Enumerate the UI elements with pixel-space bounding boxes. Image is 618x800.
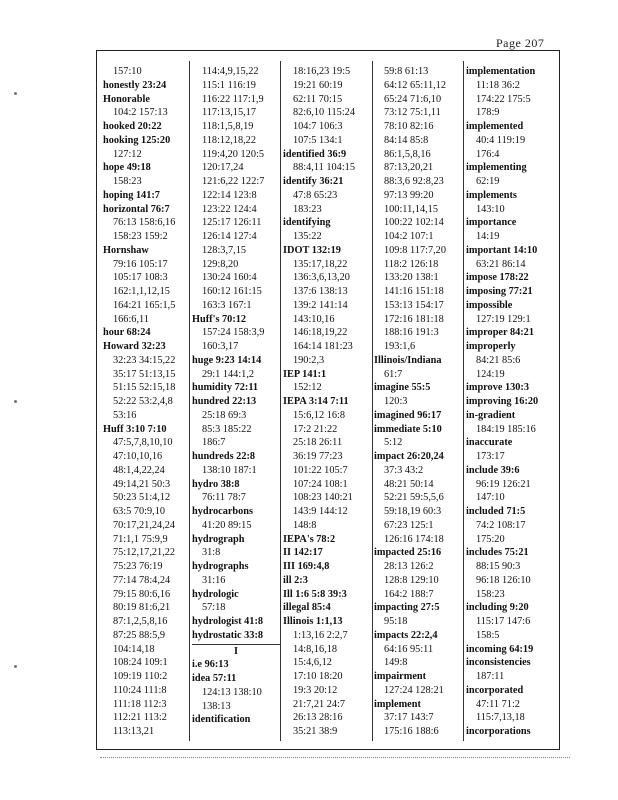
page-reference: 5:12	[384, 437, 403, 449]
page-reference: 136:3,6,13,20	[293, 272, 350, 284]
page-reference: 117:13,15,17	[202, 107, 256, 119]
index-term: IDOT 132:19	[283, 244, 341, 256]
page-reference: 47:10,10,16	[113, 451, 163, 462]
index-term: imposing 77:21	[466, 286, 533, 297]
index-term: imagined 96:17	[374, 409, 442, 421]
page-reference: 130:24 160:4	[202, 272, 257, 284]
page-reference: 75:23 76:19	[113, 561, 163, 572]
index-term: important 14:10	[466, 244, 538, 256]
page-reference: 147:10	[476, 492, 505, 504]
page-reference: 158:23	[113, 176, 142, 187]
page-reference: 183:23	[293, 203, 322, 215]
page-reference: 47:11 71:2	[476, 698, 520, 710]
page-reference: 104:2 157:13	[113, 107, 168, 119]
page-reference: 135:17,18,22	[293, 258, 348, 270]
index-term: includes 75:21	[466, 547, 529, 559]
page-reference: 125:17 126:11	[202, 217, 262, 229]
index-term: Huff 3:10 7:10	[103, 423, 167, 435]
page-reference: 79:16 105:17	[113, 258, 168, 270]
page-reference: 17:10 18:20	[293, 671, 343, 682]
page-reference: 19:21 60:19	[293, 79, 343, 91]
page-reference: 59:8 61:13	[384, 66, 429, 77]
column-divider	[372, 61, 373, 741]
page-reference: 122:14 123:8	[202, 189, 257, 201]
page-reference: 115:1 116:19	[202, 79, 256, 91]
page-reference: 146:18,19,22	[293, 327, 348, 339]
index-term: hydrographs	[192, 561, 249, 572]
index-term: importance	[466, 217, 517, 229]
index-term: impact 26:20,24	[374, 451, 444, 462]
index-term: Huff's 70:12	[192, 313, 247, 325]
column-divider	[189, 61, 190, 741]
index-term: horizontal 76:7	[103, 203, 170, 215]
page-reference: 84:14 85:8	[384, 134, 429, 146]
index-term: impose 178:22	[466, 272, 529, 284]
page-reference: 35:21 38:9	[293, 726, 338, 737]
page-reference: 19:3 20:12	[293, 684, 338, 696]
page-reference: 111:18 112:3	[113, 698, 167, 710]
index-term: implements	[466, 189, 517, 201]
index-term: implemented	[466, 121, 524, 132]
index-term: identifying	[283, 217, 331, 229]
page-reference: 126:16 174:18	[384, 533, 444, 545]
index-column-4	[374, 65, 462, 741]
index-term: IEPA 3:14 7:11	[283, 396, 349, 407]
page-reference: 121:6,22 122:7	[202, 176, 265, 187]
index-term: III 169:4,8	[283, 561, 330, 572]
scan-speck	[14, 92, 17, 95]
page-reference: 160:12 161:15	[202, 286, 262, 297]
index-term: honestly 23:24	[103, 79, 167, 91]
index-term: included 71:5	[466, 506, 526, 517]
page-reference: 14:8,16,18	[293, 643, 338, 655]
page-reference: 135:22	[293, 231, 322, 242]
page-reference: 157:24 158:3,9	[202, 327, 265, 339]
page-reference: 115:17 147:6	[476, 616, 531, 627]
index-term: hooked 20:22	[103, 121, 162, 132]
index-term: impacts 22:2,4	[374, 629, 438, 641]
page-reference: 79:15 80:6,16	[113, 588, 171, 600]
index-term: identified 36:9	[283, 148, 347, 160]
page-reference: 139:2 141:14	[293, 299, 348, 311]
index-term: huge 9:23 14:14	[192, 354, 262, 366]
index-term: implementing	[466, 162, 527, 174]
page-reference: 113:13,21	[113, 726, 155, 737]
index-term: hope 49:18	[103, 162, 151, 174]
page-reference: 1:13,16 2:2,7	[293, 629, 348, 641]
page-reference: 126:14 127:4	[202, 231, 257, 242]
page-reference: 74:2 108:17	[476, 519, 526, 531]
page-reference: 188:16 191:3	[384, 327, 439, 339]
page-reference: 84:21 85:6	[476, 354, 521, 366]
page-reference: 51:15 52:15,18	[113, 382, 176, 394]
page-reference: 65:24 71:6,10	[384, 93, 442, 105]
page-reference: 76:13 158:6,16	[113, 217, 176, 229]
page-reference: 118:1,5,8,19	[202, 121, 254, 132]
page-reference: 164:2 188:7	[384, 588, 434, 600]
index-term: incoming 64:19	[466, 643, 534, 655]
index-term: idea 57:11	[192, 673, 237, 684]
page-reference: 26:13 28:16	[293, 712, 343, 724]
page-reference: 172:16 181:18	[384, 313, 444, 325]
page-number: Page 207	[496, 36, 545, 50]
index-term: inaccurate	[466, 437, 513, 449]
page-reference: 62:11 70:15	[293, 93, 343, 105]
page-reference: 47:5,7,8,10,10	[113, 437, 173, 449]
index-term: humidity 72:11	[192, 382, 259, 394]
scan-speck	[14, 665, 17, 668]
page-reference: 157:10	[113, 66, 142, 77]
page-reference: 133:20 138:1	[384, 272, 439, 284]
page-reference: 85:3 185:22	[202, 423, 252, 435]
scan-speck	[14, 400, 17, 403]
index-term: II 142:17	[283, 547, 323, 559]
index-term: incorporations	[466, 726, 531, 737]
page-reference: 37:3 43:2	[384, 464, 424, 476]
index-term: hydrograph	[192, 533, 245, 545]
page-reference: 36:19 77:23	[293, 451, 343, 462]
page-reference: 119:4,20 120:5	[202, 148, 264, 160]
page-reference: 57:18	[202, 602, 226, 614]
page-reference: 108:23 140:21	[293, 492, 353, 504]
page-reference: 162:1,1,12,15	[113, 286, 170, 297]
page-reference: 109:8 117:7,20	[384, 244, 446, 256]
index-term: impairment	[374, 671, 427, 682]
page-reference: 87:1,2,5,8,16	[113, 616, 168, 627]
page-reference: 120:3	[384, 396, 408, 407]
page-reference: 110:24 111:8	[113, 684, 167, 696]
page-reference: 53:16	[113, 409, 137, 421]
index-column-2	[192, 65, 280, 741]
index-frame	[96, 50, 560, 750]
page-reference: 175:16 188:6	[384, 726, 439, 737]
index-term: in-gradient	[466, 409, 516, 421]
page-reference: 184:19 185:16	[476, 423, 536, 435]
index-term: Illinois/Indiana	[374, 354, 442, 366]
page-reference: 97:13 99:20	[384, 189, 434, 201]
page-reference: 124:19	[476, 368, 505, 380]
page-reference: 137:6 138:13	[293, 286, 348, 297]
page-reference: 100:11,14,15	[384, 203, 438, 215]
page-reference: 108:24 109:1	[113, 657, 168, 669]
page-reference: 71:1,1 75:9,9	[113, 533, 168, 545]
page-reference: 166:6,11	[113, 313, 149, 325]
index-term: hydro 38:8	[192, 478, 240, 490]
page-reference: 32:23 34:15,22	[113, 354, 176, 366]
page-reference: 21:7,21 24:7	[293, 698, 346, 710]
index-term: IEP 141:1	[283, 368, 327, 380]
column-divider	[463, 61, 464, 741]
index-term: Hornshaw	[103, 244, 149, 256]
page-reference: 95:18	[384, 616, 408, 627]
index-term: IEPA's 78:2	[283, 533, 336, 545]
page-reference: 107:24 108:1	[293, 478, 348, 490]
page-reference: 123:22 124:4	[202, 203, 257, 215]
page-reference: 25:18 69:3	[202, 409, 247, 421]
index-term: hundred 22:13	[192, 396, 257, 407]
index-term: impacting 27:5	[374, 602, 440, 614]
page-reference: 29:1 144:1,2	[202, 368, 255, 380]
page-reference: 87:13,20,21	[384, 162, 434, 174]
index-term: include 39:6	[466, 464, 520, 476]
page-reference: 15:6,12 16:8	[293, 409, 346, 421]
page-reference: 49:14,21 50:3	[113, 478, 171, 490]
page-reference: 78:10 82:16	[384, 121, 434, 132]
index-term: hooking 125:20	[103, 134, 171, 146]
page-reference: 48:1,4,22,24	[113, 464, 165, 476]
page-reference: 100:22 102:14	[384, 217, 444, 229]
page-reference: 18:16,23 19:5	[293, 66, 351, 77]
index-term: Honorable	[103, 93, 150, 105]
page-reference: 104:7 106:3	[293, 121, 343, 132]
page-reference: 64:16 95:11	[384, 643, 434, 655]
page-reference: 138:10 187:1	[202, 464, 257, 476]
index-term: hydrologic	[192, 588, 239, 600]
page-reference: 129:8,20	[202, 258, 239, 270]
index-term: Illinois 1:1,13	[283, 616, 343, 627]
page-reference: 50:23 51:4,12	[113, 492, 171, 504]
page-reference: 127:19 129:1	[476, 313, 531, 325]
index-term: Ill 1:6 5:8 39:3	[283, 588, 347, 600]
page-reference: 160:3,17	[202, 341, 239, 352]
page-reference: 61:7	[384, 368, 403, 380]
page-reference: 25:18 26:11	[293, 437, 343, 449]
index-term: inconsistencies	[466, 657, 531, 669]
page-reference: 105:17 108:3	[113, 272, 168, 284]
index-term: impossible	[466, 299, 513, 311]
page-reference: 47:8 65:23	[293, 189, 338, 201]
page-reference: 115:7,13,18	[476, 712, 525, 724]
page-reference: 153:13 154:17	[384, 299, 444, 311]
index-column-3	[283, 65, 371, 741]
page-reference: 173:17	[476, 451, 505, 462]
page-reference: 174:22 175:5	[476, 93, 531, 105]
page-reference: 52:22 53:2,4,8	[113, 396, 173, 407]
page-reference: 158:5	[476, 629, 500, 641]
index-term: hoping 141:7	[103, 189, 160, 201]
page-reference: 11:18 36:2	[476, 79, 520, 91]
page-reference: 88:4,11 104:15	[293, 162, 355, 174]
page-reference: 96:18 126:10	[476, 574, 531, 586]
page-reference: 187:11	[476, 671, 505, 682]
page-reference: 127:12	[113, 148, 142, 160]
page-reference: 114:4,9,15,22	[202, 66, 259, 77]
page-reference: 158:23 159:2	[113, 231, 168, 242]
index-column-5	[466, 65, 558, 741]
page-reference: 143:9 144:12	[293, 506, 348, 517]
page-reference: 127:24 128:21	[384, 684, 444, 696]
page-reference: 67:23 125:1	[384, 519, 434, 531]
index-term: i.e 96:13	[192, 659, 229, 671]
page-reference: 104:2 107:1	[384, 231, 434, 242]
index-term: ill 2:3	[283, 574, 308, 586]
page-reference: 88:3,6 92:8,23	[384, 176, 444, 187]
index-term: Howard 32:23	[103, 341, 166, 352]
page-reference: 124:13 138:10	[202, 686, 262, 698]
page-reference: 76:11 78:7	[202, 492, 246, 504]
page-reference: 31:16	[202, 574, 226, 586]
page-reference: 118:12,18,22	[202, 134, 256, 146]
page-reference: 70:17,21,24,24	[113, 519, 176, 531]
index-term: improper 84:21	[466, 327, 534, 339]
page-reference: 178:9	[476, 107, 500, 119]
page-reference: 120:17,24	[202, 162, 244, 174]
index-term: hydrostatic 33:8	[192, 629, 264, 641]
page-reference: 118:2 126:18	[384, 258, 439, 270]
index-term: implement	[374, 698, 421, 710]
page-reference: 128:3,7,15	[202, 244, 247, 256]
page-reference: 186:7	[202, 437, 226, 449]
page-reference: 96:19 126:21	[476, 478, 531, 490]
page-reference: 190:2,3	[293, 354, 325, 366]
page-reference: 193:1,6	[384, 341, 416, 352]
column-divider	[280, 61, 281, 741]
page-reference: 149:8	[384, 657, 408, 669]
index-term: identify 36:21	[283, 176, 344, 187]
index-term: hydrocarbons	[192, 506, 254, 517]
page-reference: 176:4	[476, 148, 500, 160]
page-reference: 17:2 21:22	[293, 423, 338, 435]
index-term: identification	[192, 714, 251, 726]
index-term: immediate 5:10	[374, 423, 442, 435]
page-reference: 15:4,6,12	[293, 657, 332, 669]
page-reference: 175:20	[476, 533, 505, 545]
page-reference: 59:18,19 60:3	[384, 506, 442, 517]
page-reference: 75:12,17,21,22	[113, 547, 176, 559]
page-reference: 138:13	[202, 700, 231, 712]
page-reference: 164:21 165:1,5	[113, 299, 176, 311]
page-reference: 143:10,16	[293, 313, 335, 325]
page-reference: 152:12	[293, 382, 322, 394]
page-reference: 28:13 126:2	[384, 561, 434, 572]
page-reference: 37:17 143:7	[384, 712, 434, 724]
page-reference: 141:16 151:18	[384, 286, 444, 297]
index-term: hundreds 22:8	[192, 451, 256, 462]
page-reference: 77:14 78:4,24	[113, 574, 171, 586]
page-reference: 109:19 110:2	[113, 671, 168, 682]
footer-rule	[100, 757, 570, 758]
page-reference: 80:19 81:6,21	[113, 602, 171, 614]
index-term: hydrologist 41:8	[192, 616, 264, 627]
index-term: imagine 55:5	[374, 382, 431, 394]
page-reference: 128:8 129:10	[384, 574, 439, 586]
page-reference: 86:1,5,8,16	[384, 148, 431, 160]
page-reference: 87:25 88:5,9	[113, 629, 166, 641]
page-reference: 63:5 70:9,10	[113, 506, 166, 517]
index-term: including 9:20	[466, 602, 529, 614]
page-reference: 107:5 134:1	[293, 134, 343, 146]
page-reference: 64:12 65:11,12	[384, 79, 446, 91]
page-reference: 62:19	[476, 176, 500, 187]
page-reference: 164:14 181:23	[293, 341, 353, 352]
page-reference: 88:15 90:3	[476, 561, 521, 572]
index-term: improve 130:3	[466, 382, 530, 394]
page-reference: 163:3 167:1	[202, 299, 252, 311]
page-reference: 35:17 51:13,15	[113, 368, 176, 380]
index-term: incorporated	[466, 684, 524, 696]
page-reference: 104:14,18	[113, 643, 155, 655]
index-term: improving 16:20	[466, 396, 539, 407]
page-reference: 14:19	[476, 231, 500, 242]
page-reference: 63:21 86:14	[476, 258, 526, 270]
index-term: illegal 85:4	[283, 602, 331, 614]
page-reference: 31:8	[202, 547, 221, 559]
page-reference: 143:10	[476, 203, 505, 215]
index-term: implementation	[466, 66, 536, 77]
page-reference: 82:6,10 115:24	[293, 107, 355, 119]
index-term: hour 68:24	[103, 327, 151, 339]
page-reference: 101:22 105:7	[293, 464, 348, 476]
index-term: improperly	[466, 341, 516, 352]
page-reference: 116:22 117:1,9	[202, 93, 264, 105]
page-reference: 158:23	[476, 588, 505, 600]
page-reference: 52:21 59:5,5,6	[384, 492, 444, 504]
section-letter: I	[192, 644, 280, 659]
index-column-1	[103, 65, 189, 741]
page-reference: 48:21 50:14	[384, 478, 434, 490]
page-reference: 148:8	[293, 519, 317, 531]
index-term: impacted 25:16	[374, 547, 442, 559]
page-reference: 41:20 89:15	[202, 519, 252, 531]
page-reference: 40:4 119:19	[476, 134, 526, 146]
page-reference: 73:12 75:1,11	[384, 107, 441, 119]
page-reference: 112:21 113:2	[113, 712, 167, 724]
